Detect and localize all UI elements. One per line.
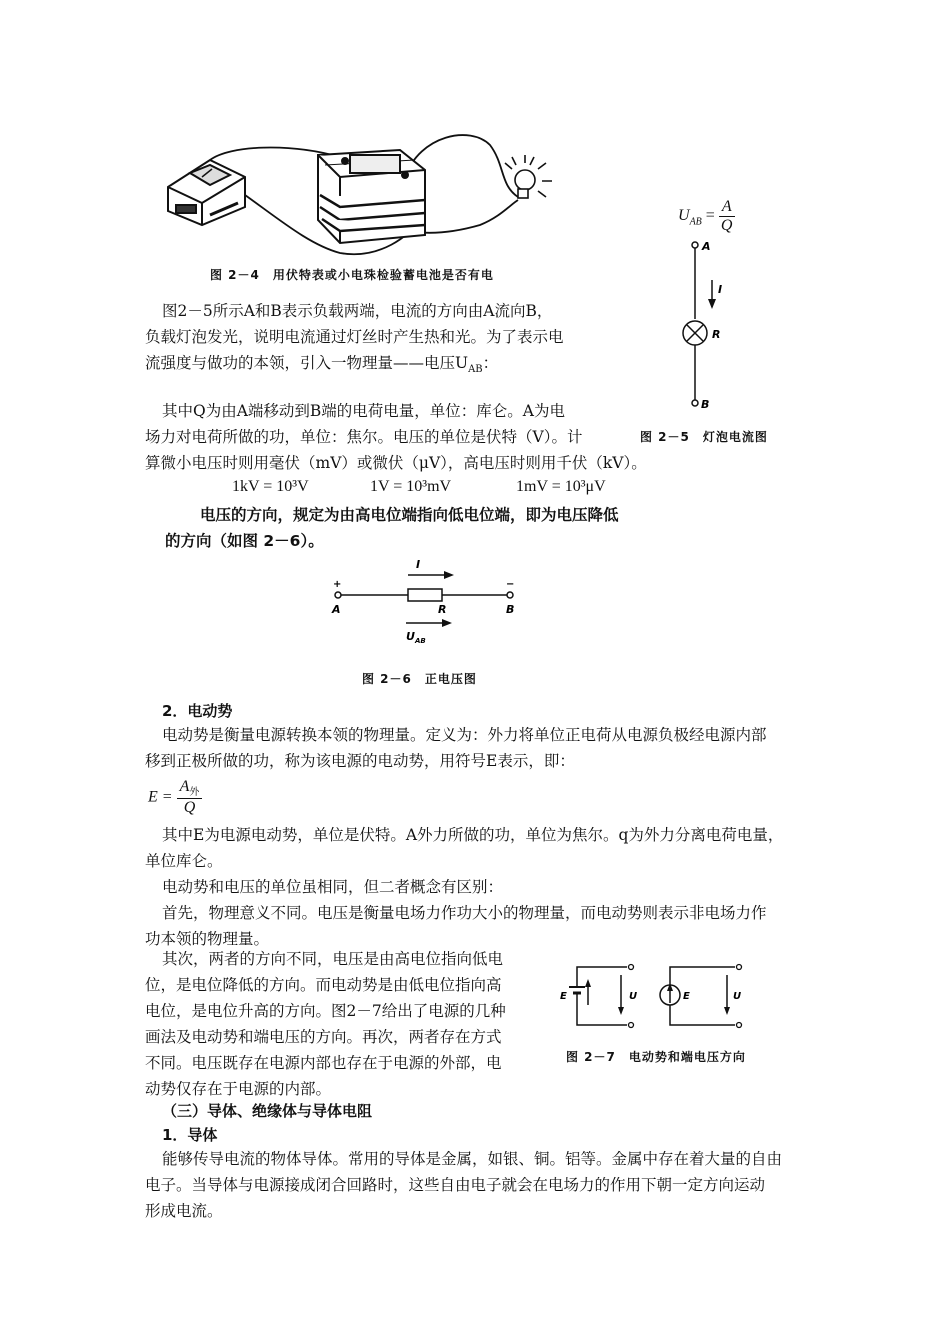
direction-line-2: 的方向（如图 2－6）。 xyxy=(165,532,324,550)
label-r: R xyxy=(712,328,721,341)
figure-2-4-caption: 图 2－4 用伏特表或小电珠检验蓄电池是否有电 xyxy=(210,268,494,282)
emf-formula-numerator-sub: 外 xyxy=(189,787,200,799)
emf-def-line-1: 电动势是衡量电源转换本领的物理量。定义为：外力将单位正电荷从电源负极经电源内部 xyxy=(162,726,767,744)
fig26-label-a: A xyxy=(332,603,341,616)
fig27-label-u-right: U xyxy=(733,991,742,1002)
fig27-label-e-left: E xyxy=(560,991,567,1002)
figure-2-6-diagram xyxy=(320,555,530,650)
emf-second-line-2: 位，是电位降低的方向。而电动势是由低电位指向高 xyxy=(145,976,502,994)
emf-first-line-1: 首先，物理意义不同。电压是衡量电场力作功大小的物理量，而电动势则表示非电场力作 xyxy=(162,904,767,922)
direction-line-1: 电压的方向，规定为由高电位端指向低电位端，即为电压降低 xyxy=(200,506,619,524)
intro-line-1: 图2－5所示A和B表示负载两端，电流的方向由A流向B， xyxy=(162,302,553,320)
emf-second-line-1: 其次，两者的方向不同，电压是由高电位指向低电 xyxy=(162,950,504,968)
emf-formula-denominator: Q xyxy=(183,799,196,817)
emf-second-line-4: 画法及电动势和端电压的方向。再次，两者存在方式 xyxy=(145,1028,502,1046)
conductor-heading: 1．导体 xyxy=(162,1126,218,1144)
emf-heading: 2．电动势 xyxy=(162,702,233,720)
voltmeter-drawing xyxy=(168,160,245,225)
fig26-label-u: $U_{AB}$ xyxy=(406,630,426,645)
conductor-line-3: 形成电流。 xyxy=(145,1202,223,1220)
emf-second-line-6: 动势仅存在于电源的内部。 xyxy=(145,1080,332,1098)
q-line-2: 场力对电荷所做的功，单位：焦尔。电压的单位是伏特（V）。计 xyxy=(145,428,583,446)
emf-second-line-3: 电位，是电位升高的方向。图2－7给出了电源的几种 xyxy=(145,1002,506,1020)
intro-line-3: 流强度与做功的本领，引入一物理量——电压$U_{AB}$： xyxy=(145,354,499,376)
formula-fraction xyxy=(719,198,735,235)
fig26-plus: + xyxy=(333,579,342,590)
label-b: B xyxy=(701,398,710,411)
fig26-label-b: B xyxy=(506,603,515,616)
figure-2-5-caption: 图 2－5 灯泡电流图 xyxy=(640,430,768,444)
emf-formula-lhs: E = xyxy=(148,788,173,806)
figure-2-4-illustration xyxy=(150,125,570,260)
emf-where-line-2: 单位库仑。 xyxy=(145,852,223,870)
unit-eq-kv: 1kV = 10³V xyxy=(232,478,309,495)
fig26-label-r: R xyxy=(438,603,447,616)
q-line-1: 其中Q为由A端移动到B端的电荷电量，单位：库仑。A为电 xyxy=(162,402,565,420)
figure-2-6-caption: 图 2－6 正电压图 xyxy=(362,672,477,686)
intro-line-2: 负载灯泡发光，说明电流通过灯丝时产生热和光。为了表示电 xyxy=(145,328,564,346)
figure-2-5-diagram xyxy=(670,235,740,415)
formula-lhs-sub: AB xyxy=(689,216,702,228)
formula-denominator: Q xyxy=(720,217,733,234)
unit-eq-v: 1V = 10³mV xyxy=(370,478,452,495)
figure-2-7-diagram xyxy=(555,955,755,1035)
fig27-label-u-left: U xyxy=(629,991,638,1002)
q-line-3: 算微小电压时则用毫伏（mV）或微伏（μV），高电压时则用千伏（kV）。 xyxy=(145,454,647,472)
emf-diff-intro: 电动势和电压的单位虽相同，但二者概念有区别： xyxy=(162,878,504,896)
emf-formula-numerator: A xyxy=(179,778,190,795)
emf-def-line-2: 移到正极所做的功，称为该电源的电动势，用符号E表示，即： xyxy=(145,752,575,770)
label-a: A xyxy=(702,240,711,253)
emf-formula xyxy=(148,778,202,817)
label-i: I xyxy=(718,283,723,296)
formula-lhs: U xyxy=(678,207,690,225)
emf-where-line-1: 其中E为电源电动势，单位是伏特。A外力所做的功，单位为焦尔。q为外力分离电荷电量， xyxy=(162,826,784,844)
formula-numerator: A xyxy=(719,198,735,217)
fig26-minus: − xyxy=(506,579,515,590)
emf-first-line-2: 功本领的物理量。 xyxy=(145,930,270,948)
fig26-label-i: I xyxy=(416,558,421,571)
battery-drawing xyxy=(318,150,425,243)
emf-formula-fraction xyxy=(177,778,203,817)
voltage-formula: $U_{AB}$ = $\frac{A}{Q}$ xyxy=(678,198,735,235)
fig27-label-e-right: E xyxy=(683,991,690,1002)
conductor-line-2: 电子。当导体与电源接成闭合回路时，这些自由电子就会在电场力的作用下朝一定方向运动 xyxy=(145,1176,766,1194)
unit-eq-mv: 1mV = 10³μV xyxy=(516,478,606,495)
section-3-heading: （三）导体、绝缘体与导体电阻 xyxy=(162,1102,373,1120)
conductor-line-1: 能够传导电流的物体导体。常用的导体是金属，如银、铜。铝等。金属中存在着大量的自由 xyxy=(162,1150,783,1168)
figure-2-7-caption: 图 2－7 电动势和端电压方向 xyxy=(566,1050,746,1064)
emf-second-line-5: 不同。电压既存在电源内部也存在于电源的外部，电 xyxy=(145,1054,502,1072)
